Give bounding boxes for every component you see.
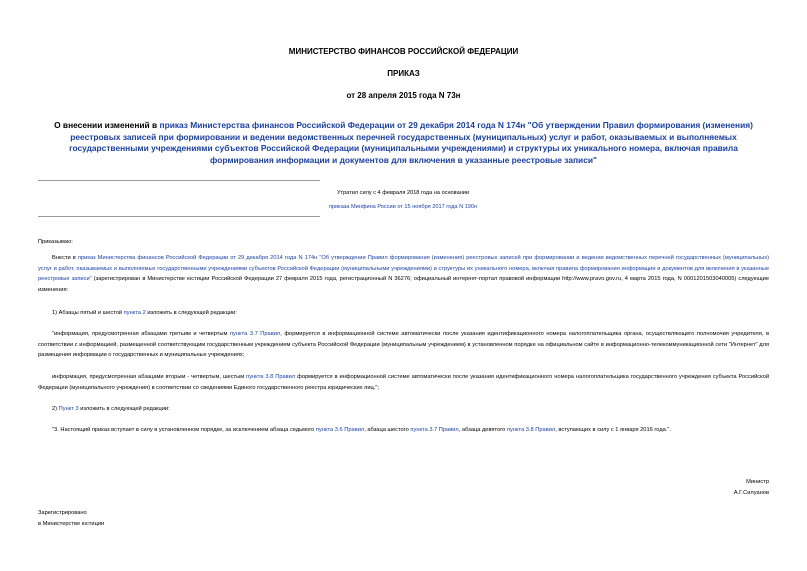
p4-text-b: формируется в информационной системе автоматически после указания идентификационного номера налогоплательщика государственного учреждения субъекта Российской Федерации (муниципального учреждения) в соответствии со сведениями Единого государственного реестра юридических лиц."; (38, 374, 769, 391)
signatory-name: А.Г.Силуанов (733, 489, 769, 496)
document-type: ПРИКАЗ (387, 69, 420, 78)
p2-text-b: изложить в следующей редакции: (145, 310, 237, 316)
expired-note (250, 186, 556, 214)
signatory-position: Министр (746, 479, 769, 485)
point-2-link[interactable]: пункта 2 (123, 310, 146, 316)
point-3-7-rules-link[interactable]: пункта 3.7 Правил (229, 331, 281, 337)
order-word: Приказываю: (38, 239, 73, 245)
p4-text-a: информация, предусмотренная абзацами вторым - четвертым, шестым (52, 374, 247, 380)
p5-text-a: 2) (52, 406, 59, 412)
paragraph-item-2 (52, 404, 769, 415)
paragraph-quote-2 (38, 372, 769, 393)
divider-bottom (38, 216, 320, 217)
p3-text-b: , формируется в информационной системе автоматически после указания идентификационного номера налогоплательщика органа, осуществляющего полномочия учредителя, в соответствии с информацией, размещенной соответствующим государственным учреждением субъекта Российской Федерации (муниципальным учреждением) в установленном порядке на официальном сайте в информационно-телекоммуникационной сети "Интернет" для размещения информации о государственных и муниципальных учреждениях; (38, 331, 769, 359)
registration-block (38, 508, 104, 529)
p1-text-a: Внести в (52, 255, 78, 261)
point-3-8-rules-link[interactable]: пункта 3.8 Правил (246, 374, 296, 380)
point-3-6-rules-link[interactable]: пункта 3.6 Правил (315, 427, 365, 433)
p5-text-b: изложить в следующей редакции: (78, 406, 170, 412)
paragraph-item-1 (52, 308, 769, 319)
p6-text-d: , вступающих в силу с 1 января 2016 года.". (555, 427, 672, 433)
registration-line-1: Зарегистрировано (38, 510, 87, 516)
paragraph-amendment-intro (38, 253, 769, 295)
title-amended-order-link[interactable]: приказ Министерства финансов Российской Федерации от 29 декабря 2014 года N 174н "Об утверждении Правил формирования (изменения) реестровых записей при формировании и ведении ведомственных перечней государственных (муниципальных) услуг и работ, оказываемых и выполняемых государственными учреждениями субъектов Российской Федерации (муниципальными учреждениями) и структуры их уникального номера, включая правила формирования информации и документов для включения в указанные реестровые записи" (69, 120, 753, 165)
point-3-link[interactable]: Пункт 3 (58, 406, 79, 412)
paragraph-quote-3 (38, 425, 769, 436)
p2-text-a: 1) Абзацы пятый и шестой (52, 310, 124, 316)
document-title (48, 120, 759, 166)
document-date-number: от 28 апреля 2015 года N 73н (346, 91, 461, 100)
expired-note-text: Утратил силу с 4 февраля 2018 года на основании (336, 190, 470, 196)
paragraph-quote-1 (38, 329, 769, 361)
signature-block (600, 477, 769, 498)
title-prefix: О внесении изменений в (54, 120, 160, 130)
point-3-8-rules-link-2[interactable]: пункта 3.8 Правил (506, 427, 556, 433)
registration-line-2: в Министерстве юстиции (38, 520, 105, 527)
amended-order-link[interactable]: приказ Министерства финансов Российской Федерации от 29 декабря 2014 года N 174н "Об утверждении Правил формирования (изменения) реестровых записей при формировании и ведении ведомственных перечней государственных (муниципальных) услуг и работ, оказываемых и выполняемых государственными учреждениями субъектов Российской Федерации (муниципальными учреждениями) и структуры их уникального номера, включая правила формирования информации и документов для включения в указанные реестровые записи" (38, 255, 769, 283)
p6-text-b: , абзаца шестого (364, 427, 411, 433)
p6-text-c: , абзаца девятого (458, 427, 507, 433)
p3-text-a: "информация, предусмотренная абзацами третьим и четвертым (52, 331, 230, 337)
expired-order-link[interactable]: приказа Минфина России от 15 ноября 2017 года N 190н (328, 204, 478, 210)
p6-text-a: "3. Настоящий приказ вступает в силу в установленном порядке, за исключением абзаца седьмого (52, 427, 316, 433)
divider-top (38, 180, 320, 181)
point-3-7-rules-link-2[interactable]: пункта 3.7 Правил (410, 427, 459, 433)
p1-text-b: (зарегистрирован в Министерстве юстиции Российской Федерации 27 февраля 2015 года, регистрационный N 36276; официальный интернет-портал правовой информации http://www.pravo.gov.ru, 4 марта 2015 года, N 0001201503040005) следующие изменения: (38, 276, 770, 293)
ministry-heading: МИНИСТЕРСТВО ФИНАНСОВ РОССИЙСКОЙ ФЕДЕРАЦИИ (288, 47, 519, 56)
